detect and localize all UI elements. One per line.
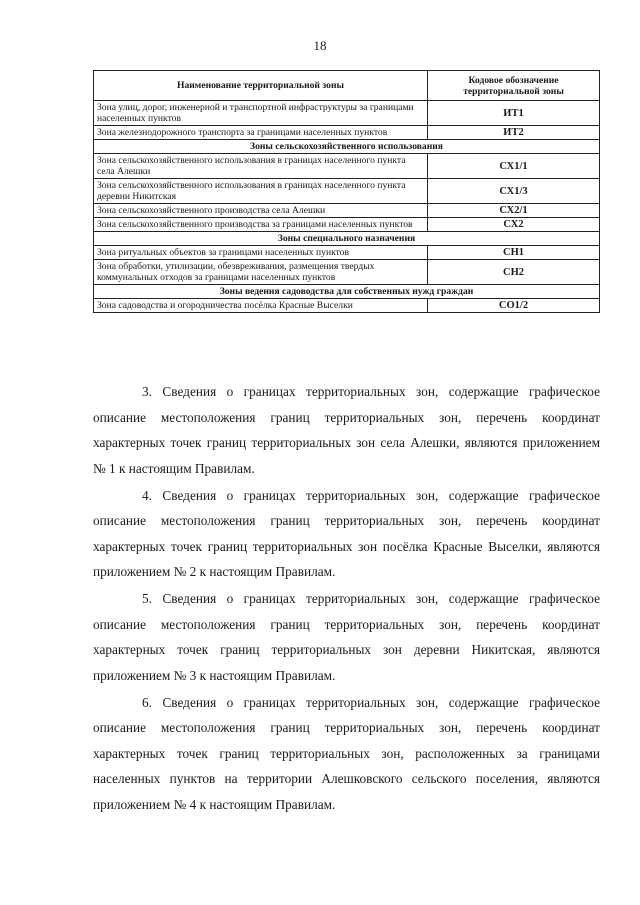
table-row bbox=[94, 260, 600, 285]
zones-table bbox=[93, 70, 600, 313]
zone-code: СХ2 bbox=[428, 218, 600, 232]
table-row bbox=[94, 101, 600, 126]
table-row bbox=[94, 246, 600, 260]
section-title: Зоны сельскохозяйственного использования bbox=[94, 140, 600, 154]
zone-code: СХ1/3 bbox=[428, 179, 600, 204]
zone-name: Зона обработки, утилизации, обезвреживания, размещения твердых коммунальных отходов за границами населенных пунктов bbox=[94, 260, 428, 285]
section-title: Зоны специального назначения bbox=[94, 232, 600, 246]
zone-code: ИТ2 bbox=[428, 126, 600, 140]
paragraph: 6. Сведения о границах территориальных зон, содержащие графическое описание местоположения границ территориальных зон, перечень координат характерных точек границ территориальных зон, расположенных за границами населенных пунктов на территории Алешковского сельского поселения, являются приложением № 4 к настоящим Правилам. bbox=[93, 694, 600, 812]
table-section-row bbox=[94, 285, 600, 299]
zone-code: СХ2/1 bbox=[428, 204, 600, 218]
paragraph: 3. Сведения о границах территориальных зон, содержащие графическое описание местоположения границ территориальных зон, перечень координат характерных точек границ территориальных зон села Алешки, являются приложением № 1 к настоящим Правилам. bbox=[93, 384, 600, 476]
paragraph: 5. Сведения о границах территориальных зон, содержащие графическое описание местоположения границ территориальных зон, перечень координат характерных точек границ территориальных зон деревни Никитская, являются приложением № 3 к настоящим Правилам. bbox=[93, 591, 600, 683]
zone-name: Зона сельскохозяйственного использования в границах населенного пункта села Алешки bbox=[94, 154, 428, 179]
body-text bbox=[93, 379, 600, 819]
zone-name: Зона садоводства и огородничества посёлка Красные Выселки bbox=[94, 299, 428, 313]
table-row bbox=[94, 218, 600, 232]
table-row bbox=[94, 154, 600, 179]
zone-code: СО1/2 bbox=[428, 299, 600, 313]
table-header-row bbox=[94, 71, 600, 101]
table-row bbox=[94, 204, 600, 218]
header-zone-code: Кодовое обозначение территориальной зоны bbox=[428, 71, 600, 101]
zone-name: Зона улиц, дорог, инженерной и транспортной инфраструктуры за границами населенных пунктов bbox=[94, 101, 428, 126]
table-row bbox=[94, 126, 600, 140]
header-zone-name: Наименование территориальной зоны bbox=[94, 71, 428, 101]
table-section-row bbox=[94, 232, 600, 246]
zone-code: СХ1/1 bbox=[428, 154, 600, 179]
zone-name: Зона сельскохозяйственного производства села Алешки bbox=[94, 204, 428, 218]
zone-name: Зона ритуальных объектов за границами населенных пунктов bbox=[94, 246, 428, 260]
zone-name: Зона сельскохозяйственного производства за границами населенных пунктов bbox=[94, 218, 428, 232]
page-number: 18 bbox=[313, 38, 327, 53]
table-section-row bbox=[94, 140, 600, 154]
table-row bbox=[94, 179, 600, 204]
zone-code: СН2 bbox=[428, 260, 600, 285]
table-row bbox=[94, 299, 600, 313]
paragraph: 4. Сведения о границах территориальных зон, содержащие графическое описание местоположения границ территориальных зон, перечень координат характерных точек границ территориальных зон посёлка Красные Выселки, являются приложением № 2 к настоящим Правилам. bbox=[93, 487, 600, 579]
zones-table-body bbox=[94, 71, 600, 313]
zone-code: ИТ1 bbox=[428, 101, 600, 126]
zone-name: Зона железнодорожного транспорта за границами населенных пунктов bbox=[94, 126, 428, 140]
zone-name: Зона сельскохозяйственного использования в границах населенного пункта деревни Никитская bbox=[94, 179, 428, 204]
section-title: Зоны ведения садоводства для собственных нужд граждан bbox=[94, 285, 600, 299]
zone-code: СН1 bbox=[428, 246, 600, 260]
